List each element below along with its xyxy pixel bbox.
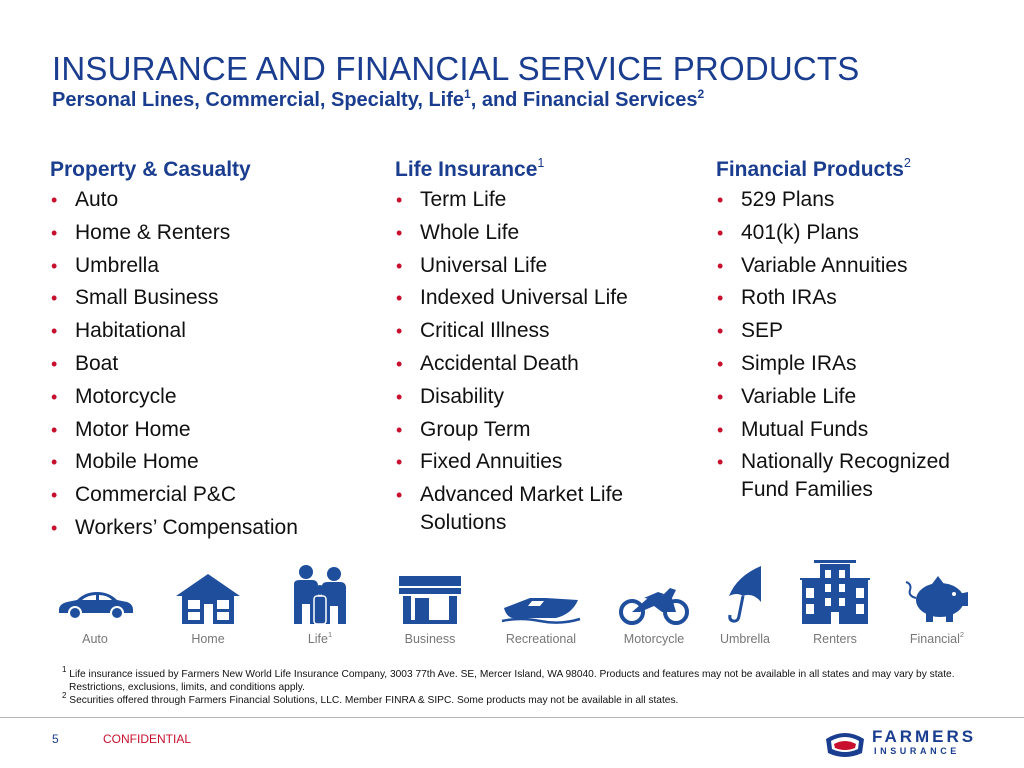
family-icon: [288, 564, 352, 626]
logo-subword: INSURANCE: [874, 746, 960, 756]
piggy-bank-icon: [902, 576, 972, 624]
column-heading: Financial Products$^2$: [716, 156, 911, 181]
icon-label: Business: [404, 632, 456, 646]
icon-label: Life: [307, 632, 328, 646]
storefront-icon-tile: [385, 560, 475, 646]
house-icon-tile: [163, 560, 253, 646]
page-number: 5: [52, 732, 59, 746]
product-item: • Accidental Death: [395, 350, 695, 378]
product-item: • Mutual Funds: [716, 416, 996, 444]
footnote-2: $^2$ Securities offered through Farmers Financial Solutions, LLC. Member FINRA & SIPC. Some products may not be available in all states.: [62, 691, 679, 706]
column-heading: Life Insurance$^1$: [395, 156, 545, 181]
product-item: • Indexed Universal Life: [395, 284, 695, 312]
product-list: [716, 186, 996, 504]
umbrella-icon-tile: [700, 560, 790, 646]
product-item: • Variable Life: [716, 383, 996, 411]
product-item: • Home & Renters: [50, 219, 370, 247]
page-title: INSURANCE AND FINANCIAL SERVICE PRODUCTS: [52, 50, 860, 87]
umbrella-icon: [723, 562, 767, 626]
footnote-1: $^1$ Life insurance issued by Farmers New World Life Insurance Company, 3003 77th Ave. SE, Mercer Island, WA 98040. Products and features may not be available in all states and may vary by state. Restrictions, exclusions, limits, and conditions apply.: [62, 665, 955, 693]
footnotes: [62, 665, 997, 707]
product-item: • Nationally Recognized Fund Families: [716, 448, 996, 504]
icon-label: Auto: [82, 632, 108, 646]
page-subtitle: Personal Lines, Commercial, Specialty, Life$^1$, and Financial Services$^2$: [52, 86, 705, 111]
product-item: • Commercial P&C: [50, 481, 370, 509]
farmers-logo: [822, 727, 982, 761]
icon-label: Home: [191, 632, 225, 646]
financial-products-column: [716, 158, 996, 509]
logo-word: FARMERS: [872, 727, 977, 746]
product-item: • Universal Life: [395, 252, 695, 280]
product-item: • SEP: [716, 317, 996, 345]
product-item: • Term Life: [395, 186, 695, 214]
product-item: • 529 Plans: [716, 186, 996, 214]
icon-label: Umbrella: [719, 632, 770, 646]
boat-icon-tile: [496, 560, 586, 646]
apartment-icon-tile: [790, 560, 880, 646]
confidential-label: CONFIDENTIAL: [103, 732, 192, 746]
product-item: • Simple IRAs: [716, 350, 996, 378]
product-item: • Habitational: [50, 317, 370, 345]
product-item: • Disability: [395, 383, 695, 411]
icon-label: Motorcycle: [623, 632, 685, 646]
property-casualty-column: [50, 158, 370, 547]
product-item: • Group Term: [395, 416, 695, 444]
product-item: • Small Business: [50, 284, 370, 312]
product-item: • Critical Illness: [395, 317, 695, 345]
icon-label: Recreational: [505, 632, 577, 646]
product-item: • Advanced Market Life Solutions: [395, 481, 695, 537]
shield-logo-icon: [822, 729, 868, 759]
product-item: • Whole Life: [395, 219, 695, 247]
motorcycle-icon: [618, 582, 690, 626]
product-item: • Variable Annuities: [716, 252, 996, 280]
apartment-icon: [800, 560, 870, 626]
product-list: [395, 186, 695, 537]
product-item: • Motor Home: [50, 416, 370, 444]
car-icon: [55, 582, 135, 622]
product-icon-row: [40, 560, 990, 650]
boat-icon: [500, 590, 582, 624]
product-item: • Umbrella: [50, 252, 370, 280]
motorcycle-icon-tile: [609, 560, 699, 646]
product-item: • Auto: [50, 186, 370, 214]
product-item: • Workers’ Compensation: [50, 514, 370, 542]
product-item: • Roth IRAs: [716, 284, 996, 312]
family-icon-tile: Life$^1$: [275, 560, 365, 646]
product-item: • Fixed Annuities: [395, 448, 695, 476]
footer-divider: [0, 717, 1024, 718]
product-list: [50, 186, 370, 542]
icon-label: Financial: [909, 632, 960, 646]
storefront-icon: [397, 574, 463, 626]
product-item: • Motorcycle: [50, 383, 370, 411]
product-item: • Mobile Home: [50, 448, 370, 476]
house-icon: [174, 572, 242, 626]
car-icon-tile: [50, 560, 140, 646]
life-insurance-column: [395, 158, 695, 542]
piggy-bank-icon-tile: Financial$^2$: [892, 560, 982, 646]
column-heading: Property & Casualty: [50, 158, 251, 181]
product-item: • Boat: [50, 350, 370, 378]
icon-label: Renters: [813, 632, 857, 646]
product-item: • 401(k) Plans: [716, 219, 996, 247]
